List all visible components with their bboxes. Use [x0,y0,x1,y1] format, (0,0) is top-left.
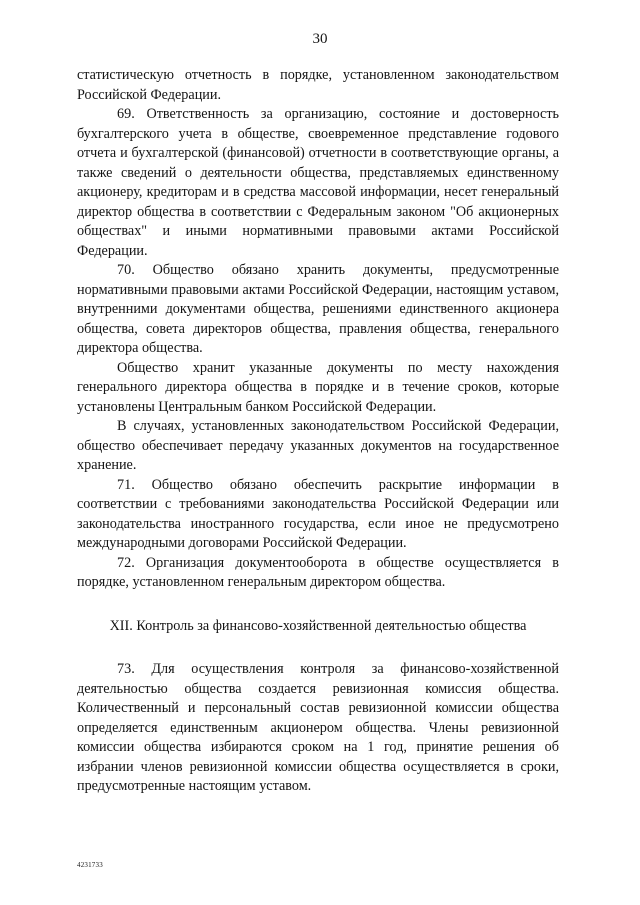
document-id: 4231733 [77,861,103,869]
paragraph-71: 71. Общество обязано обеспечить раскрытие информации в соответствии с требованиями законодательства Российской Федерации или законодательства иностранного государства, если иное не предусмотрено международными договорами Российской Федерации. [77,476,559,551]
paragraph-73: 73. Для осуществления контроля за финансово-хозяйственной деятельностью общества создается ревизионная комиссия общества. Количественный и персональный состав ревизионной комиссии общества определяется единственным акционером общества. Члены ревизионной комиссии общества избираются сроком на 1 год, принятие решения об избрании членов ревизионной комиссии общества осуществляется в сроки, предусмотренные настоящим уставом. [77,661,559,794]
document-body [77,66,559,797]
paragraph-72: 72. Организация документооборота в обществе осуществляется в порядке, установленном генеральным директором общества. [77,554,559,590]
section-heading: XII. Контроль за финансово-хозяйственной деятельностью общества [109,617,527,634]
paragraph-continuation: статистическую отчетность в порядке, установленном законодательством Российской Федерации. [77,67,559,103]
paragraph-70-archive: В случаях, установленных законодательством Российской Федерации, общество обеспечивает передачу указанных документов на государственное хранение. [77,418,559,473]
paragraph-69: 69. Ответственность за организацию, состояние и достоверность бухгалтерского учета в обществе, своевременное представление годового отчета и бухгалтерской (финансовой) отчетности в соответствующие органы, а также сведений о деятельности общества, представляемых единственному акционеру, кредиторам и в средства массовой информации, несет генеральный директор общества в соответствии с Федеральным законом "Об акционерных обществах" и иными нормативными правовыми актами Российской Федерации. [77,106,559,259]
paragraph-70: 70. Общество обязано хранить документы, предусмотренные нормативными правовыми актами Российской Федерации, настоящим уставом, внутренними документами общества, решениями единственного акционера общества, совета директоров общества, правления общества, генерального директора общества. [77,262,559,356]
paragraph-70-storage: Общество хранит указанные документы по месту нахождения генерального директора общества в порядке и в течение сроков, которые установлены Центральным банком Российской Федерации. [77,359,559,415]
page-number: 30 [312,31,328,47]
